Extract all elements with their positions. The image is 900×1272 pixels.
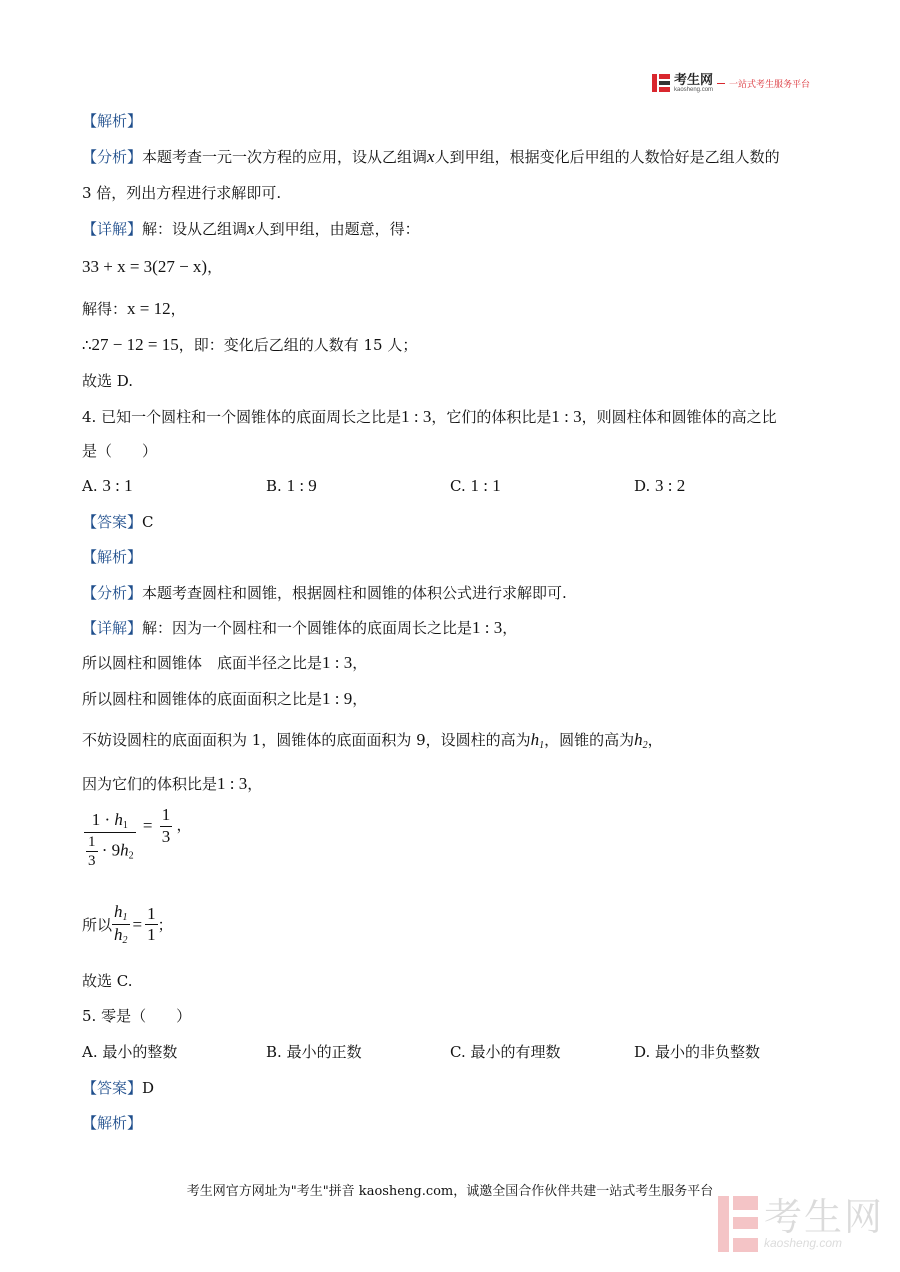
therefore-symbol: ∴ [82, 336, 92, 354]
q3-xiangjie-text-a: 解：设从乙组调 [142, 220, 248, 238]
q4-xiangjie-text: 解：因为一个圆柱和一个圆锥体的底面周长之比是 [142, 619, 473, 637]
q4-option-d [634, 476, 685, 496]
q4-area-tail: ， [352, 690, 368, 708]
q3-xiangjie-var: x [247, 219, 255, 238]
q3-equation-line [82, 256, 222, 277]
q4-radius-tail: ， [352, 654, 368, 672]
q4-one-third: $\frac{1}{3}$ [161, 805, 171, 846]
q3-xiangjie-tag: 【详解】 [82, 220, 143, 238]
q4-volume-ratio: 1 : 3 [217, 774, 248, 793]
q4-radius-text: 所以圆柱和圆锥体 底面半径之比是 [82, 654, 323, 672]
q4-eq-sign: = [142, 816, 153, 835]
q5-option-b-letter: B. [266, 1043, 282, 1061]
q4-big-fraction-numerator: $1 \cdot h_1$ [91, 810, 128, 831]
q4-answer-line [82, 511, 154, 532]
q4-fenxi-line [82, 582, 567, 603]
page-footer: 考生网官方网址为"考生"拼音 kaosheng.com，诚邀全国合作伙伴共建一站式考生服务平台 [186, 1184, 714, 1199]
q4-ratio1: 1 : 3 [401, 407, 432, 426]
q4-h1: $h_1$ [530, 730, 545, 751]
q3-solution: x = 12 [127, 299, 171, 318]
q3-jiexi-heading: 【解析】 [82, 112, 143, 130]
q4-ratio2: 1 : 3 [551, 407, 582, 426]
q3-fenxi-var: x [427, 147, 435, 166]
q4-h-ratio-fraction: $\frac{h_1}{h_2}$ [114, 902, 128, 946]
q5-jiexi-heading: 【解析】 [82, 1114, 143, 1132]
q4-assume-line [82, 729, 663, 751]
q5-stem: 5. 零是（ ） [82, 1007, 192, 1025]
q3-xiangjie-line [82, 218, 420, 239]
header-logo [652, 72, 810, 94]
q3-solution-line [82, 298, 186, 319]
kaosheng-logo-icon [652, 74, 670, 92]
q3-calc-tail: ，即：变化后乙组的人数有 15 人； [178, 336, 418, 354]
q4-option-a-letter: A. [82, 477, 98, 495]
q4-option-c [450, 476, 501, 496]
q3-solution-tail: ， [170, 300, 186, 318]
q4-option-a-value: 3 : 1 [102, 476, 133, 495]
q4-area-line [82, 688, 367, 709]
q4-fenxi-tag: 【分析】 [82, 584, 143, 602]
q4-assume-c: ， [647, 731, 663, 749]
q5-answer-line [82, 1077, 154, 1098]
logo-name: 考生网 [674, 72, 714, 87]
q3-equation: 33 + x = 3(27 − x) [82, 257, 208, 276]
q4-answer-tag: 【答案】 [82, 513, 143, 531]
q4-option-a [82, 476, 133, 496]
q4-volume-line [82, 773, 262, 794]
q5-option-c [450, 1041, 561, 1062]
q4-fraction-equation [84, 805, 192, 870]
q3-fenxi-line2: 3 倍，列出方程进行求解即可. [82, 184, 282, 202]
q4-radius-line [82, 652, 367, 673]
q5-option-b [266, 1041, 362, 1062]
q4-stem-a: 4. 已知一个圆柱和一个圆锥体的底面周长之比是 [82, 408, 402, 426]
q4-stem-c: ，则圆柱体和圆锥体的高之比 [581, 408, 777, 426]
q5-option-d [634, 1041, 760, 1062]
q4-xiangjie-tail: ， [502, 619, 518, 637]
watermark-logo-icon [718, 1196, 758, 1252]
q3-fenxi-tag: 【分析】 [82, 148, 143, 166]
watermark-domain: kaosheng.com [764, 1236, 843, 1250]
q4-option-c-value: 1 : 1 [470, 476, 501, 495]
q4-stem-b: ，它们的体积比是 [431, 408, 552, 426]
q5-option-c-value: 最小的有理数 [470, 1043, 561, 1061]
q4-answer: C [142, 513, 154, 531]
q3-fenxi-line1 [82, 146, 780, 167]
q3-fenxi-text-b: 人到甲组，根据变化后甲组的人数恰好是乙组人数的 [434, 148, 780, 166]
logo-slogan: 一站式考生服务平台 [729, 79, 811, 90]
q5-option-d-value: 最小的非负整数 [655, 1043, 761, 1061]
q4-volume-tail: ， [247, 775, 263, 793]
q5-option-d-letter: D. [634, 1043, 651, 1061]
q4-suoyi: 所以 [82, 916, 113, 934]
q4-result-tail: ； [157, 916, 173, 934]
q4-fenxi-text: 本题考查圆柱和圆锥，根据圆柱和圆锥的体积公式进行求解即可. [142, 584, 567, 602]
q4-stem-line1 [82, 406, 777, 427]
q4-stem-line2: 是（ ） [82, 442, 158, 460]
q4-area-ratio: 1 : 9 [322, 689, 353, 708]
q4-one-one-fraction: $\frac{1}{1}$ [147, 903, 156, 944]
q4-option-b-letter: B. [266, 477, 282, 495]
logo-separator [717, 83, 725, 84]
watermark-name: 考生网 [764, 1195, 885, 1239]
q4-big-fraction [84, 810, 136, 870]
q4-radius-ratio: 1 : 3 [322, 653, 353, 672]
q4-option-b [266, 476, 317, 496]
q3-calc: 27 − 12 = 15 [91, 335, 179, 354]
q4-result-line [82, 902, 173, 947]
q4-xiangjie-tag: 【详解】 [82, 619, 143, 637]
q4-jiexi-heading: 【解析】 [82, 548, 143, 566]
q4-option-c-letter: C. [450, 477, 466, 495]
q3-xiangjie-text-b: 人到甲组，由题意，得： [254, 220, 420, 238]
q5-option-a-value: 最小的整数 [102, 1043, 178, 1061]
q3-fenxi-text-a: 本题考查一元一次方程的应用，设从乙组调 [142, 148, 428, 166]
q3-jiede-label: 解得： [82, 300, 128, 318]
q4-assume-b: ，圆锥的高为 [544, 731, 635, 749]
q4-xiangjie-ratio: 1 : 3 [472, 618, 503, 637]
q4-h2: $h_2$ [634, 730, 648, 751]
q4-area-text: 所以圆柱和圆锥体的底面面积之比是 [82, 690, 323, 708]
q4-xiangjie-line [82, 617, 517, 638]
q4-choose: 故选 C. [82, 972, 133, 990]
q5-option-b-value: 最小的正数 [286, 1043, 362, 1061]
q4-option-d-value: 3 : 2 [655, 476, 686, 495]
q4-option-b-value: 1 : 9 [286, 476, 317, 495]
q5-answer-tag: 【答案】 [82, 1079, 143, 1097]
q5-option-a [82, 1041, 177, 1062]
q5-answer: D [142, 1079, 155, 1097]
q4-option-d-letter: D. [634, 477, 651, 495]
q5-option-c-letter: C. [450, 1043, 466, 1061]
q4-frac-tail: ， [176, 815, 192, 834]
logo-domain: kaosheng.com [674, 87, 714, 93]
q3-choose: 故选 D. [82, 372, 134, 390]
q3-calc-line [82, 334, 417, 355]
q5-option-a-letter: A. [82, 1043, 98, 1061]
q4-volume-text: 因为它们的体积比是 [82, 775, 218, 793]
q4-big-fraction-denominator: $\frac{1}{3}$ · $9h_2$ [88, 834, 134, 869]
q4-result-eq: = [132, 914, 143, 934]
watermark [718, 1196, 884, 1252]
q4-assume-a: 不妨设圆柱的底面面积为 1，圆锥体的底面面积为 9，设圆柱的高为 [82, 731, 531, 749]
q3-equation-tail: ， [207, 258, 223, 276]
